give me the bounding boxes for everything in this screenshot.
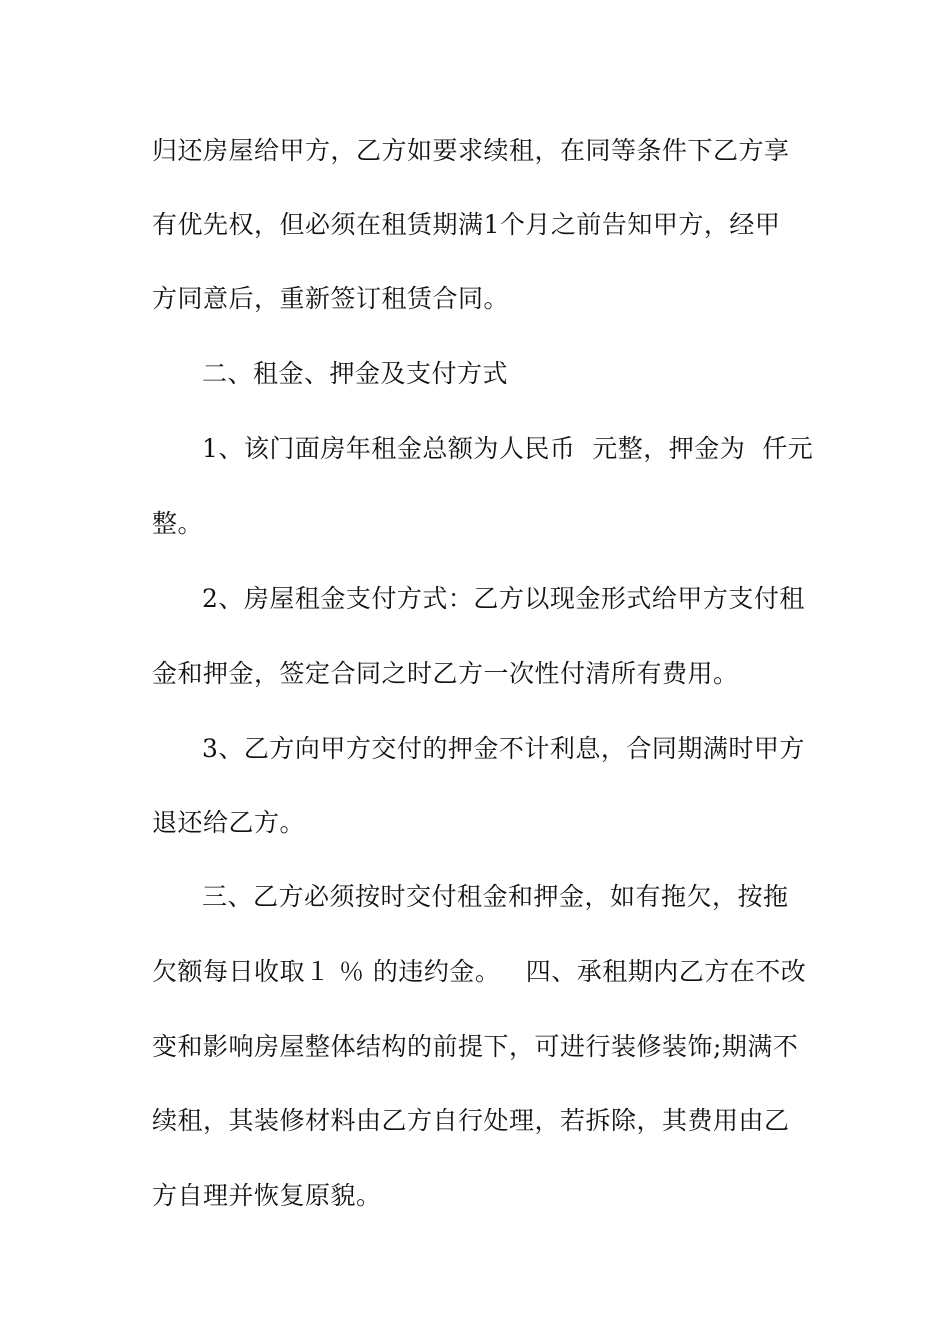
text-line-14: 续租，其装修材料由乙方自行处理，若拆除，其费用由乙: [152, 1106, 790, 1135]
text-line-6: 整。: [152, 509, 204, 538]
text-line-7: 2、房屋租金支付方式：乙方以现金形式给甲方支付租: [202, 584, 805, 613]
text-line-5: 1、该门面房年租金总额为人民币 元整，押金为 仟元: [202, 434, 814, 463]
text-line-8: 金和押金，签定合同之时乙方一次性付清所有费用。: [152, 659, 739, 688]
text-line-1: 归还房屋给甲方，乙方如要求续租，在同等条件下乙方享: [152, 136, 790, 165]
text-line-12: 欠额每日收取１ ％ 的违约金。 四、承租期内乙方在不改: [152, 957, 807, 986]
text-line-13: 变和影响房屋整体结构的前提下，可进行装修装饰;期满不: [152, 1032, 799, 1061]
text-line-9: 3、乙方向甲方交付的押金不计利息，合同期满时甲方: [202, 734, 805, 763]
section-heading-3: 三、乙方必须按时交付租金和押金，如有拖欠，按拖: [202, 882, 789, 911]
text-line-15: 方自理并恢复原貌。: [152, 1181, 382, 1210]
text-line-10: 退还给乙方。: [152, 808, 306, 837]
text-line-3: 方同意后，重新签订租赁合同。: [152, 284, 510, 313]
text-line-2: 有优先权，但必须在租赁期满1个月之前告知甲方，经甲: [152, 210, 781, 239]
section-heading-2: 二、租金、押金及支付方式: [202, 359, 509, 388]
